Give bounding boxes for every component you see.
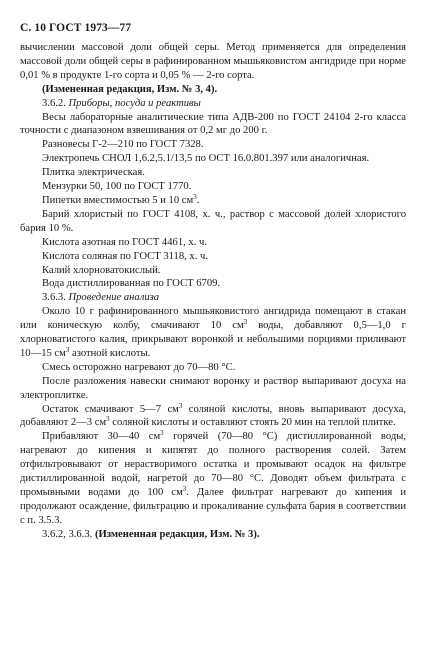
text-run: вычислении массовой доли общей серы. Метод применяется для определения массовой доли общей серы в рафинированном мышьяковистом ангидриде при норме 0,01 % в продукте 1-го сорта и 0,05 % — 2-го сорта. [20, 42, 406, 81]
italic-heading: Приборы, посуда и реактивы [68, 97, 201, 109]
bold-text: (Измененная редакция, Изм. № 3, 4). [42, 83, 218, 95]
paragraph-p-nitric [20, 236, 406, 250]
text-run: Барий хлористый по ГОСТ 4108, х. ч., раствор с массовой долей хлористого бария 10 %. [20, 208, 406, 234]
paragraph-p-stove [20, 166, 406, 180]
italic-heading: Проведение анализа [68, 292, 160, 304]
text-run: соляной кислоты и оставляют стоять 20 мин на теплой плитке. [109, 417, 396, 429]
text-run: После разложения навески снимают воронку и раствор выпаривают досуха на электроплитке. [20, 375, 406, 401]
paragraph-p-proc5 [20, 430, 406, 527]
paragraph-p-chlorate [20, 264, 406, 278]
superscript: 3 [160, 429, 164, 438]
superscript: 3 [243, 318, 248, 327]
paragraph-p-barium [20, 208, 406, 236]
text-run: Остаток смачивают 5—7 см [42, 403, 179, 415]
paragraph-p-362 [20, 97, 406, 111]
text-run: 3.6.2, 3.6.3. [42, 528, 95, 540]
superscript: 3 [65, 345, 70, 354]
text-run: Разновесы Г-2—210 по ГОСТ 7328. [42, 139, 204, 151]
superscript: 3 [178, 401, 183, 410]
paragraph-p-scales [20, 111, 406, 139]
text-run: соляной кислоты, вновь выпаривают досуха, добавляют 2—3 см [20, 403, 406, 429]
text-run: . Далее фильтрат нагревают до кипения и продолжают осаждение, фильтрацию и прокаливание сульфата бария в соответствии с п. 3.5.3. [20, 487, 406, 526]
text-run: Весы лабораторные аналитические типа АДВ-200 по ГОСТ 24104 2-го класса точности с диапазоном взвешивания от 0,2 мг до 200 г. [20, 111, 406, 137]
text-run: воды, добавляют 0,5—1,0 г хлорноватистого калия, прикрывают воронкой и небольшими порциями приливают 10—15 см [20, 320, 406, 359]
paragraph-p-weights [20, 138, 406, 152]
text-run: Кислота соляная по ГОСТ 3118, х. ч. [42, 250, 209, 262]
paragraph-p-pipettes [20, 194, 406, 208]
text-run: Кислота азотная по ГОСТ 4461, х. ч. [42, 236, 207, 248]
text-run: Калий хлорноватокислый. [42, 264, 161, 276]
text-run: Смесь осторожно нагревают до 70—80 °С. [42, 361, 236, 373]
superscript: 3 [106, 415, 110, 424]
text-run: горячей (70—80 °С) дистиллированной воды, нагревают до кипения и кипятят до полного растворения солей. Затем отфильтровывают от нерастворимого остатка и промывают осадок на фильтре дистиллированной водой, нагретой до 70—80 °С. Доводят объем фильтрата с промывными водами до 100 см [20, 431, 406, 498]
text-run: азотной кислоты. [69, 347, 151, 359]
text-run: 3.6.2. [42, 97, 69, 109]
text-run: Мензурки 50, 100 по ГОСТ 1770. [42, 181, 192, 193]
paragraph-p-amend2 [20, 528, 406, 542]
text-run: Электропечь СНОЛ 1,6.2,5.1/13,5 по ОСТ 16.0.801.397 или аналогичная. [42, 153, 370, 165]
superscript: 3 [182, 485, 187, 493]
superscript: 3 [193, 192, 197, 201]
text-run: . [196, 194, 200, 206]
paragraph-p-proc4 [20, 403, 406, 431]
document-body [20, 41, 406, 542]
text-run: Около 10 г рафинированного мышьяковистого ангидрида помещают в стакан или коническую колбу, смачивают 10 см [20, 306, 406, 332]
page-header: С. 10 ГОСТ 1973—77 [20, 22, 132, 34]
text-run: Вода дистиллированная по ГОСТ 6709. [42, 278, 221, 290]
text-run: 3.6.3. [42, 292, 69, 304]
paragraph-p-363 [20, 291, 406, 305]
paragraph-p-intro [20, 41, 406, 83]
paragraph-p-proc2 [20, 361, 406, 375]
paragraph-p-beakers [20, 180, 406, 194]
paragraph-p-proc3 [20, 375, 406, 403]
text-run: Плитка электрическая. [42, 167, 145, 179]
paragraph-p-amend1 [20, 83, 406, 97]
text-run: Прибавляют 30—40 см [42, 431, 161, 443]
text-run: Пипетки вместимостью 5 и 10 см [42, 194, 194, 206]
paragraph-p-water [20, 277, 406, 291]
paragraph-p-proc1 [20, 305, 406, 361]
bold-text: (Измененная редакция, Изм. № 3). [94, 528, 260, 540]
paragraph-p-hydrochloric [20, 250, 406, 264]
paragraph-p-furnace [20, 152, 406, 166]
